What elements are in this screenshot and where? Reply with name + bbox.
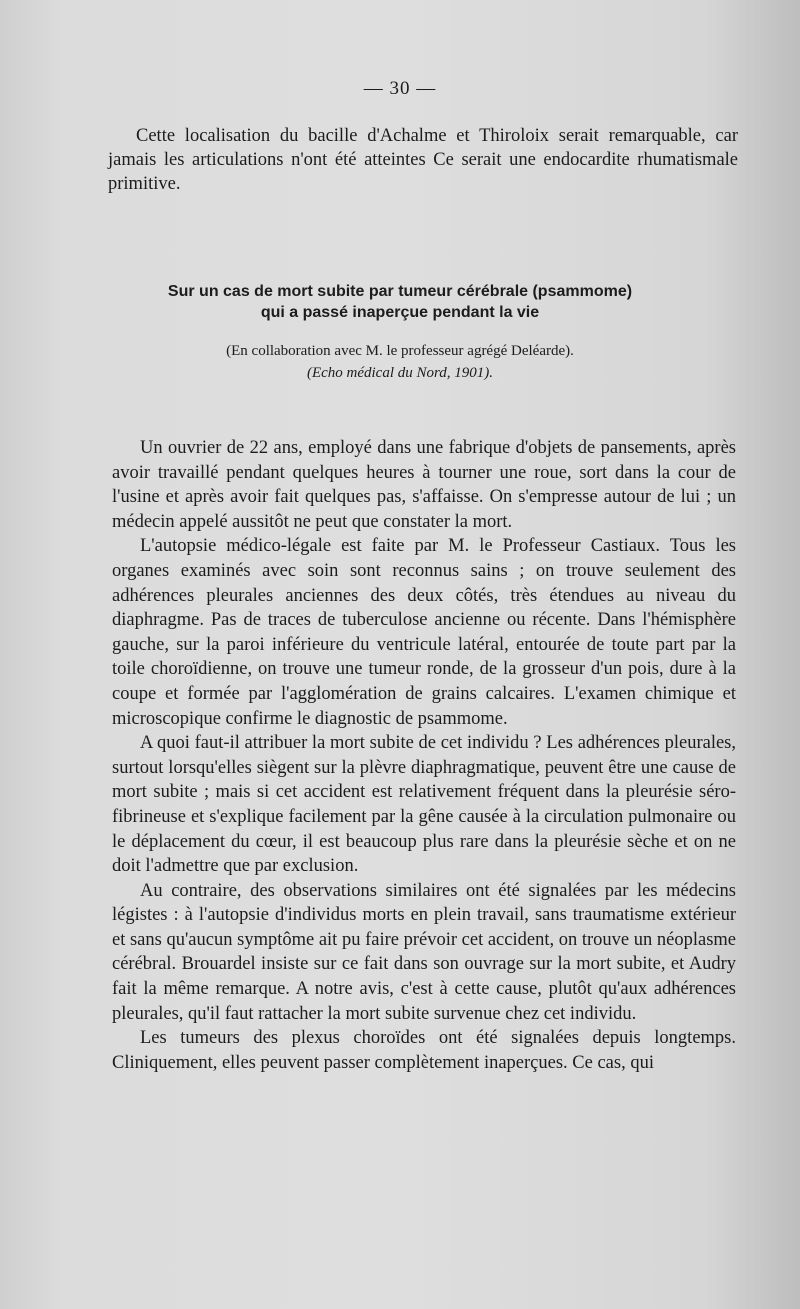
paragraph: Un ouvrier de 22 ans, employé dans une fabrique d'objets de pansements, après avoir travaillé pendant quelques heures à tourner une roue, sort dans la cour de l'usine et après avoir fait quelques pas, s'affaisse. On s'empresse autour de lui ; un médecin appelé aussitôt ne peut que constater la mort. [112,438,736,532]
article-title-line-2: qui a passé inaperçue pendant la vie [260,304,540,321]
paragraph: A quoi faut-il attribuer la mort subite de cet individu ? Les adhérences pleurales, surtout lorsqu'elles siègent sur la plèvre diaphragmatique, peuvent être une cause de mort subite ; mais si cet accident est relativement fréquent dans la pleurésie séro-fibrineuse et s'explique facilement par la gêne causée à la circulation pulmonaire ou le déplacement du cœur, il est beaucoup plus rare dans la pleurésie sèche et on ne doit l'admettre que par exclusion. [112,733,736,877]
article-body [112,436,736,1075]
article-title-line-1: Sur un cas de mort subite par tumeur cérébrale (psammome) [167,283,633,300]
article-byline [0,340,800,384]
intro-text [108,124,738,196]
source-citation: (Echo médical du Nord, 1901). [306,365,494,381]
paragraph: Au contraire, des observations similaires ont été signalées par les médecins légistes : à l'autopsie d'individus morts en plein travail, sans traumatisme extérieur et sans qu'aucun symptôme ait pu faire prévoir cet accident, on trouve un néoplasme cérébral. Brouardel insiste sur ce fait dans son ouvrage sur la mort subite, et Audry fait la même remarque. A notre avis, c'est à cette cause, plutôt qu'aux adhérences pleurales, qu'il faut rattacher la mort subite survenue chez cet individu. [112,880,736,1024]
paragraph: Les tumeurs des plexus choroïdes ont été signalées depuis longtemps. Cliniquement, elles peuvent passer complètement inaperçues. Ce cas, qui [112,1028,736,1073]
page-number: — 30 — [363,78,437,99]
collaboration-note: (En collaboration avec M. le professeur agrégé Deléarde). [226,343,574,359]
intro-paragraph: Cette localisation du bacille d'Achalme et Thiroloix serait remarquable, car jamais les articulations n'ont été atteintes Ce serait une endocardite rhumatismale primitive. [108,126,738,194]
paragraph: L'autopsie médico-légale est faite par M. le Professeur Castiaux. Tous les organes examinés avec soin sont reconnus sains ; on trouve seulement des adhérences pleurales anciennes des deux côtés, très étendues au niveau du diaphragme. Pas de traces de tuberculose ancienne ou récente. Dans l'hémisphère gauche, sur la paroi inférieure du ventricule latéral, entourée de toute part par la toile choroïdienne, on trouve une tumeur ronde, de la grosseur d'un pois, dure à la coupe et formée par l'agglomération de grains calcaires. L'examen chimique et microscopique confirme le diagnostic de psammome. [112,536,736,729]
article-title [0,281,800,323]
